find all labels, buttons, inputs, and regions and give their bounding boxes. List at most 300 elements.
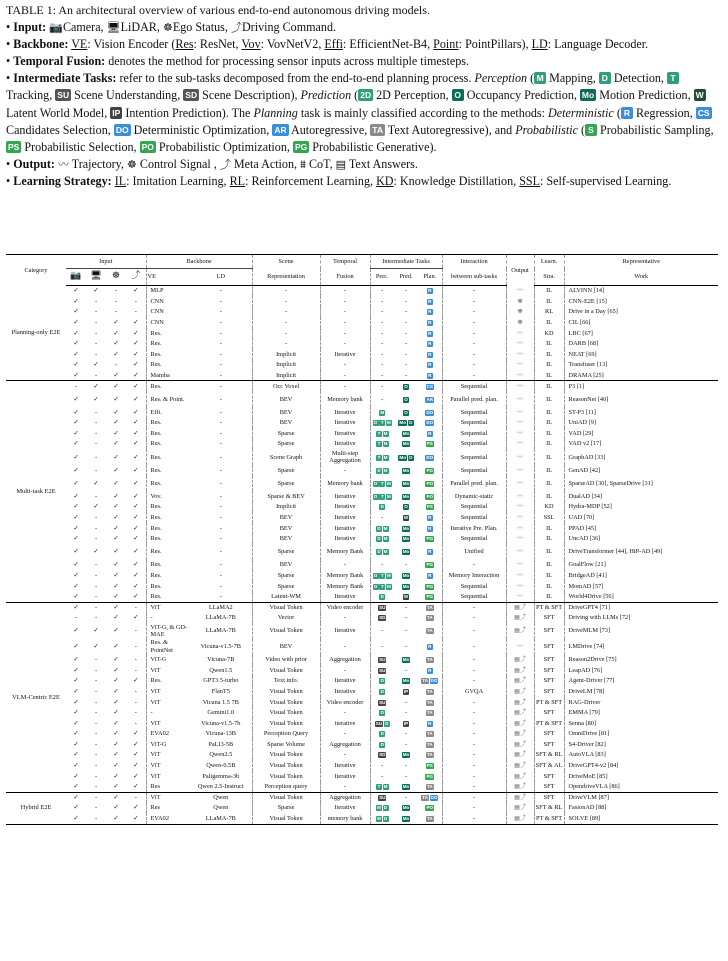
planning-cell xyxy=(418,560,442,571)
camera-cell: ✓ xyxy=(73,440,79,448)
perception-cell: - xyxy=(370,307,394,318)
interaction-cell: Sequential xyxy=(442,439,506,450)
task-tag: Mo xyxy=(402,583,410,589)
temporal-cell: Iterative xyxy=(320,534,370,545)
task-tag: M xyxy=(383,536,388,542)
perception-cell: - xyxy=(370,639,394,655)
output-cell xyxy=(506,476,534,492)
task-tag: T xyxy=(380,420,384,426)
learning-cell: IL xyxy=(534,523,564,534)
learning-cell: SFT xyxy=(534,782,564,793)
temporal-cell: memory bank xyxy=(320,813,370,824)
task-tag: DO xyxy=(426,454,434,460)
ego-cell: ✓ xyxy=(113,719,119,727)
command-cell: ✓ xyxy=(133,440,139,448)
work-cell: VAD [29] xyxy=(564,428,718,439)
lidar-cell: - xyxy=(86,813,106,824)
command-cell: ✓ xyxy=(133,340,139,348)
ego-cell: ✓ xyxy=(113,656,119,664)
prediction-cell xyxy=(394,407,418,418)
ego-cell: ✓ xyxy=(113,571,119,579)
task-tag: M xyxy=(383,454,388,460)
ve-cell: Res. xyxy=(146,544,190,560)
ld-cell: - xyxy=(219,350,222,358)
table-row xyxy=(6,560,718,571)
text-autoreg-text: Text Autoregressive), and xyxy=(387,122,513,137)
task-tag: PS xyxy=(426,441,433,447)
ego-cell: - xyxy=(114,361,118,369)
scene-cell: Latent-WM xyxy=(252,592,320,603)
prediction-cell xyxy=(394,465,418,476)
meta-action-icon: ⤴ xyxy=(219,157,231,171)
scene-und-text: Scene Understanding, xyxy=(74,88,181,103)
task-tag: W xyxy=(403,593,409,599)
task-tag: TA xyxy=(426,710,433,716)
task-tag: O xyxy=(404,504,408,510)
camera-cell: - xyxy=(74,382,78,390)
scene-cell: Sparse Volume xyxy=(252,739,320,750)
lidar-cell: - xyxy=(94,698,98,706)
ve-cell: Vov. xyxy=(146,491,190,502)
output-cell xyxy=(506,381,534,392)
ego-cell: ✓ xyxy=(106,370,126,381)
lidar-cell: - xyxy=(86,782,106,793)
learning-label: Learning Strategy: xyxy=(13,173,112,188)
tag-ip: IP xyxy=(112,107,121,118)
prediction-cell: - xyxy=(394,370,418,381)
output-cell xyxy=(506,391,534,407)
planning-cell xyxy=(418,739,442,750)
prediction-cell: - xyxy=(404,698,408,706)
trajectory-icon: 〰 xyxy=(517,429,524,437)
scene-cell: - xyxy=(252,296,320,307)
category-cell: Hybrid E2E xyxy=(6,792,66,824)
scene-cell: Visual Token xyxy=(252,813,320,824)
scene-cell: BEV xyxy=(252,523,320,534)
camera-cell: ✓ xyxy=(73,656,79,664)
perception-cell xyxy=(370,491,394,502)
planning-cell xyxy=(418,418,442,429)
camera-cell: ✓ xyxy=(73,804,79,812)
ld-cell: - xyxy=(219,318,222,326)
scene-cell: Implicit xyxy=(252,360,320,371)
ve-cell: Res. xyxy=(146,338,190,349)
learning-cell: SFT & AL xyxy=(535,762,563,770)
learning-cell: PT & SFT xyxy=(535,719,563,727)
learning-cell: IL xyxy=(534,534,564,545)
text-answer-icon: ▤⤴ xyxy=(514,804,526,812)
table-row xyxy=(6,307,718,318)
ve-cell: Res. xyxy=(146,592,190,603)
interaction-cell: Sequential xyxy=(442,502,506,513)
lidar-cell: ✓ xyxy=(93,479,99,487)
camera-cell: ✓ xyxy=(73,666,79,674)
task-tag: R xyxy=(428,309,432,315)
lidar-cell: - xyxy=(94,656,98,664)
perception-cell: - xyxy=(370,286,394,297)
scene-cell: Sparse xyxy=(252,439,320,450)
ld-cell: FlanT5 xyxy=(211,687,230,695)
text-answer-icon: ▤⤴ xyxy=(514,762,526,770)
header-backbone: Backbone xyxy=(146,255,252,269)
perception-cell: - xyxy=(370,370,394,381)
task-tag: D xyxy=(380,593,384,599)
task-tag: TA xyxy=(426,784,433,790)
category-cell: Planning-only E2E xyxy=(6,286,66,381)
interaction-cell: - xyxy=(442,760,506,771)
learning-cell: IL xyxy=(534,338,564,349)
ego-cell: ✓ xyxy=(113,350,119,358)
tag-d: D xyxy=(599,72,611,84)
output-cell xyxy=(506,729,534,740)
temporal-cell: - xyxy=(320,665,370,676)
trajectory-icon: 〰 xyxy=(517,287,524,295)
header-row-2 xyxy=(6,269,718,286)
trajectory-icon: 〰 xyxy=(517,419,524,427)
det-opt-text: Deterministic Optimization, xyxy=(133,122,270,137)
il-text: Imitation Learning, xyxy=(132,173,227,188)
ve-cell: Res. xyxy=(146,381,190,392)
output-cell xyxy=(506,655,534,666)
ego-cell: ✓ xyxy=(113,408,119,416)
perception-cell xyxy=(370,729,394,740)
ld-cell: Gemini1.0 xyxy=(207,709,235,717)
task-tag: Mo xyxy=(402,467,410,473)
cot-text: CoT, xyxy=(308,156,333,171)
task-tag: PG xyxy=(426,467,434,473)
output-cell xyxy=(506,782,534,793)
camera-cell: ✓ xyxy=(73,604,79,612)
camera-cell: ✓ xyxy=(73,361,79,369)
output-cell xyxy=(506,317,534,328)
ld-cell: - xyxy=(219,524,222,532)
learning-cell: KD xyxy=(534,502,564,513)
text-answer-icon: ▤⤴ xyxy=(514,677,526,685)
prediction-cell xyxy=(394,718,418,729)
camera-cell: ✓ xyxy=(73,514,79,522)
interaction-cell: - xyxy=(442,803,506,814)
work-cell: OmniDrive [81] xyxy=(564,729,718,740)
work-cell: FasionAD [88] xyxy=(564,803,718,814)
work-cell: GenAD [42] xyxy=(564,465,718,476)
planning-cell xyxy=(418,592,442,603)
ld-cell: - xyxy=(219,382,222,390)
task-tag: SD xyxy=(379,615,386,621)
ego-cell: ✓ xyxy=(113,340,119,348)
learning-cell: SFT xyxy=(534,639,564,655)
prediction-cell: - xyxy=(404,561,408,569)
prediction-cell xyxy=(394,570,418,581)
ld-cell: - xyxy=(190,592,252,603)
ld-cell: - xyxy=(190,370,252,381)
prediction-cell: - xyxy=(404,350,408,358)
output-cell xyxy=(506,449,534,465)
prediction-cell xyxy=(394,476,418,492)
prediction-cell xyxy=(394,491,418,502)
work-cell: CIL [66] xyxy=(564,317,718,328)
ego-cell: ✓ xyxy=(113,514,119,522)
prediction-cell xyxy=(394,676,418,687)
ve-cell: Res. xyxy=(146,581,190,592)
tag-ta: TA xyxy=(372,124,383,135)
scene-cell: Scene Graph xyxy=(252,449,320,465)
ve-cell: Res xyxy=(146,782,190,793)
perception-cell xyxy=(370,418,394,429)
tag-ar: AR xyxy=(274,124,287,135)
trajectory-icon: 〰 xyxy=(57,157,69,171)
planning-cell xyxy=(418,449,442,465)
camera-cell: ✓ xyxy=(73,419,79,427)
interaction-cell: - xyxy=(442,782,506,793)
scene-cell: BEV xyxy=(252,418,320,429)
learning-cell: SFT xyxy=(534,771,564,782)
temporal-cell: Memory bank xyxy=(320,476,370,492)
header-temporal-1: Temporal xyxy=(320,255,370,269)
scene-cell: Visual Token xyxy=(252,707,320,718)
ld-cell: Vicuna-v1.5-7B xyxy=(200,643,241,651)
task-tag: T xyxy=(380,572,384,578)
header-input: Input xyxy=(66,255,146,269)
work-cell: World4Drive [56] xyxy=(564,592,718,603)
ve-cell: ViT xyxy=(146,718,190,729)
learning-cell: IL xyxy=(534,407,564,418)
prediction-cell xyxy=(394,655,418,666)
interaction-cell: - xyxy=(442,750,506,761)
work-cell: ALVINN [14] xyxy=(564,286,718,297)
planning-cell xyxy=(418,465,442,476)
task-tag: SU xyxy=(379,605,386,611)
prediction-cell: - xyxy=(404,604,408,612)
prediction-cell xyxy=(394,418,418,429)
learning-cell: IL xyxy=(534,418,564,429)
task-tag: PG xyxy=(426,593,434,599)
lidar-cell: - xyxy=(94,524,98,532)
planning-cell xyxy=(418,349,442,360)
task-tag: IP xyxy=(403,720,409,726)
planning-cell xyxy=(418,512,442,523)
learning-cell: SFT xyxy=(534,676,564,687)
ve-cell: ViT xyxy=(146,760,190,771)
backbone-label: Backbone: xyxy=(13,37,69,52)
task-tag: AR xyxy=(426,396,434,402)
ego-cell: ✓ xyxy=(113,643,119,651)
ve-text: Vision Encoder ( xyxy=(93,37,176,52)
task-tag: Mo xyxy=(402,815,410,821)
trajectory-icon: 〰 xyxy=(517,361,524,369)
table-row xyxy=(6,381,718,392)
interaction-cell: Memory Interaction xyxy=(442,570,506,581)
command-text: Driving Command. xyxy=(241,20,337,35)
ego-cell: ✓ xyxy=(113,419,119,427)
interaction-cell: - xyxy=(442,370,506,381)
interaction-cell: - xyxy=(442,560,506,571)
output-cell xyxy=(506,428,534,439)
table-row xyxy=(6,534,718,545)
tag-sd: SD xyxy=(185,90,198,101)
ve-cell: Effi. xyxy=(146,407,190,418)
task-tag: TA xyxy=(426,815,433,821)
lidar-cell: - xyxy=(94,794,98,802)
table-row xyxy=(6,512,718,523)
perception-cell xyxy=(370,750,394,761)
perception-cell xyxy=(370,407,394,418)
perception-cell xyxy=(370,544,394,560)
header-category: Category xyxy=(6,255,66,286)
task-tag: PO xyxy=(426,480,434,486)
learning-cell: SFT xyxy=(534,665,564,676)
planning-cell xyxy=(418,407,442,418)
temporal-cell: - xyxy=(320,560,370,571)
command-cell: ✓ xyxy=(133,561,139,569)
meta-text: Meta Action, xyxy=(233,156,298,171)
ego-cell: ✓ xyxy=(113,804,119,812)
perception-cell xyxy=(370,449,394,465)
ego-cell: ✓ xyxy=(106,782,126,793)
command-cell: ✓ xyxy=(133,772,139,780)
camera-cell: ✓ xyxy=(73,287,79,295)
lidar-cell: ✓ xyxy=(93,361,99,369)
command-cell: - xyxy=(134,297,137,305)
ego-cell: ✓ xyxy=(113,687,119,695)
output-label: Output: xyxy=(13,156,55,171)
command-cell: ✓ xyxy=(133,429,139,437)
lidar-cell: - xyxy=(94,730,98,738)
ego-cell: ✓ xyxy=(113,548,119,556)
scene-cell: Implicit xyxy=(252,502,320,513)
task-tag: M xyxy=(386,583,391,589)
ld-cell: - xyxy=(219,429,222,437)
trajectory-icon: 〰 xyxy=(517,514,524,522)
work-cell: DriveLM [78] xyxy=(564,686,718,697)
task-tag: M xyxy=(380,409,385,415)
temporal-cell: - xyxy=(320,639,370,655)
command-cell: - xyxy=(134,656,137,664)
planning-cell xyxy=(418,570,442,581)
temporal-cell: Iterative xyxy=(320,760,370,771)
abbr-rl: RL xyxy=(229,173,246,188)
lidar-cell: - xyxy=(94,466,98,474)
task-tag: Mo xyxy=(402,549,410,555)
perception-cell: - xyxy=(370,560,394,571)
task-tag: TA xyxy=(422,795,428,801)
scene-cell: Visual Token xyxy=(252,771,320,782)
planning-cell xyxy=(418,782,442,793)
interaction-cell: - xyxy=(442,360,506,371)
lidar-cell: - xyxy=(94,772,98,780)
temporal-cell: Iterative xyxy=(320,491,370,502)
command-cell: ✓ xyxy=(133,548,139,556)
task-tag: Mo xyxy=(402,657,410,663)
perc2d-text: 2D Perception, xyxy=(376,88,449,103)
abbr-vov: Vov xyxy=(241,37,261,52)
task-tag: PS xyxy=(426,504,433,510)
interaction-cell: Unified xyxy=(442,544,506,560)
learning-cell: SFT xyxy=(534,613,564,624)
temporal-cell: iterative xyxy=(320,718,370,729)
interaction-cell: Sequential xyxy=(442,381,506,392)
temporal-cell: - xyxy=(320,750,370,761)
lidar-cell: ✓ xyxy=(93,395,99,403)
task-tag: TA xyxy=(426,605,433,611)
command-cell: - xyxy=(134,687,137,695)
work-cell: Drive in a Day [65] xyxy=(564,307,718,318)
task-tag: O xyxy=(404,396,408,402)
work-cell: RAG-Driver xyxy=(564,697,718,708)
interaction-cell: - xyxy=(442,665,506,676)
interaction-cell: - xyxy=(442,338,506,349)
camera-cell: ✓ xyxy=(73,503,79,511)
text-answer-icon: ▤⤴ xyxy=(514,772,526,780)
ld-cell: Paligemma-3b xyxy=(202,772,240,780)
temporal-cell: Iterative xyxy=(320,623,370,639)
temporal-cell: Memory bank xyxy=(320,391,370,407)
ego-cell: - xyxy=(114,287,118,295)
ve-cell: Res. xyxy=(146,328,190,339)
work-cell: OpendriveVLA [86] xyxy=(564,782,718,793)
interaction-cell: - xyxy=(442,655,506,666)
planning-cell xyxy=(418,639,442,655)
command-cell: - xyxy=(134,308,137,316)
ve-cell: Res. xyxy=(146,560,190,571)
perception-cell xyxy=(370,707,394,718)
ld-text: Language Decoder. xyxy=(554,37,649,52)
table-body xyxy=(6,286,718,825)
ld-cell: Qwen-0.5B xyxy=(206,762,236,770)
tracking-text: Tracking, xyxy=(6,88,53,103)
lidar-cell: - xyxy=(94,419,98,427)
prediction-cell: - xyxy=(404,627,408,635)
temporal-cell: - xyxy=(320,360,370,371)
probabilistic-word: Probabilistic xyxy=(515,122,578,137)
planning-cell xyxy=(418,491,442,502)
ego-cell: - xyxy=(114,308,118,316)
output-cell xyxy=(506,407,534,418)
command-cell: - xyxy=(134,643,137,651)
planning-cell xyxy=(418,307,442,318)
ego-cell: ✓ xyxy=(106,592,126,603)
interaction-cell: - xyxy=(442,328,506,339)
prob-gen-text: Probabilistic Generative). xyxy=(312,139,437,154)
header-pred: Pred. xyxy=(394,269,418,286)
abbr-ssl: SSL xyxy=(519,173,541,188)
task-tag: M xyxy=(383,525,388,531)
work-cell: ST-P3 [11] xyxy=(564,407,718,418)
temporal-cell: - xyxy=(320,296,370,307)
prediction-cell xyxy=(394,581,418,592)
legend-temporal: • Temporal Fusion: denotes the method for processing sensor inputs across multiple timesteps. xyxy=(6,54,469,69)
output-cell xyxy=(506,602,534,613)
trajectory-icon: 〰 xyxy=(517,548,524,556)
text-answer-icon: ▤⤴ xyxy=(514,751,526,759)
output-cell xyxy=(506,349,534,360)
ld-cell: - xyxy=(219,329,222,337)
camera-cell: ✓ xyxy=(73,687,79,695)
learning-cell: IL xyxy=(534,370,564,381)
text-answer-icon: ▤⤴ xyxy=(514,604,526,612)
task-tag: D xyxy=(374,572,378,578)
command-cell: ✓ xyxy=(133,730,139,738)
prediction-cell xyxy=(394,523,418,534)
table-row xyxy=(6,739,718,750)
task-tag: Mo xyxy=(402,525,410,531)
prediction-cell xyxy=(394,750,418,761)
ve-cell: - xyxy=(146,613,190,624)
prediction-cell: - xyxy=(404,709,408,717)
scene-cell: Sparse xyxy=(252,428,320,439)
camera-cell: ✓ xyxy=(73,643,79,651)
output-cell xyxy=(506,718,534,729)
prediction-cell: - xyxy=(404,762,408,770)
